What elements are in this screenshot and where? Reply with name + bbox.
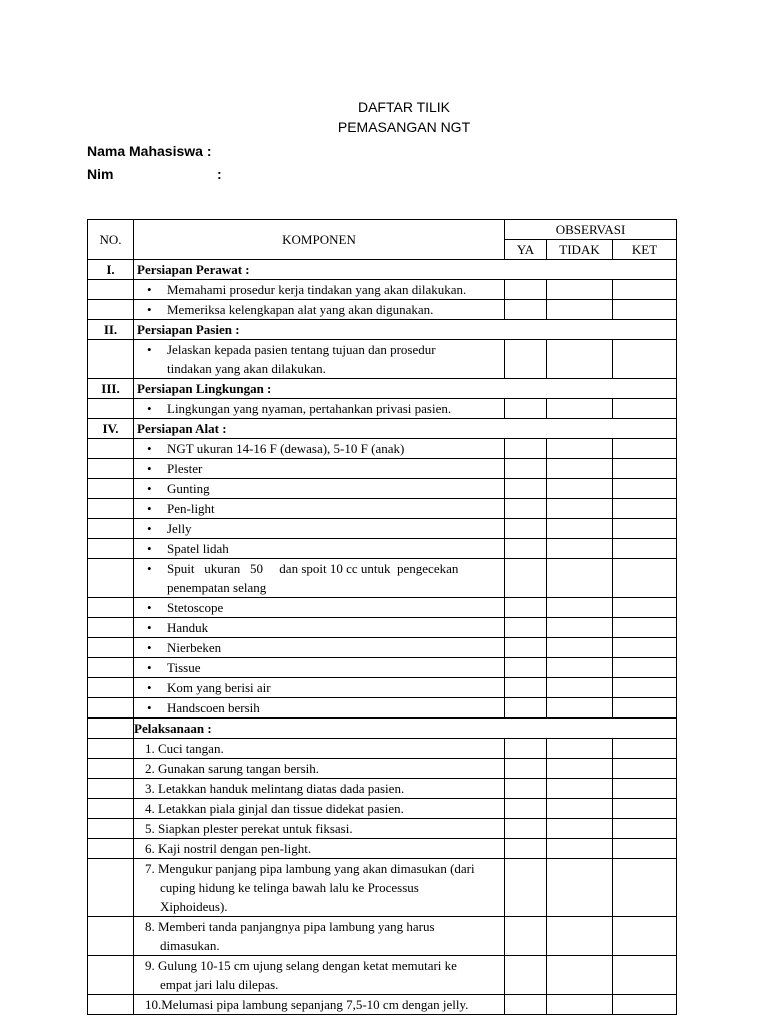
section-title: Persiapan Lingkungan : bbox=[134, 379, 677, 399]
table-row bbox=[88, 280, 677, 300]
document-subtitle: PEMASANGAN NGT bbox=[337, 119, 471, 135]
item-cell bbox=[134, 917, 505, 956]
list-item: • Gunting bbox=[137, 479, 501, 498]
table-header-row bbox=[88, 220, 677, 240]
tidak-cell[interactable] bbox=[547, 759, 613, 779]
ket-cell[interactable] bbox=[613, 539, 677, 559]
tidak-cell[interactable] bbox=[547, 300, 613, 320]
item-cell bbox=[134, 698, 505, 719]
item-cell bbox=[134, 799, 505, 819]
ket-cell[interactable] bbox=[613, 519, 677, 539]
tidak-cell[interactable] bbox=[547, 559, 613, 598]
ya-cell[interactable] bbox=[505, 799, 547, 819]
nim-colon: : bbox=[217, 166, 222, 182]
list-item: 4. Letakkan piala ginjal dan tissue didekat pasien. bbox=[145, 801, 404, 816]
section-title: Pelaksanaan : bbox=[134, 718, 677, 739]
section-row bbox=[88, 320, 677, 340]
table-row bbox=[88, 859, 677, 917]
list-item: • Handscoen bersih bbox=[137, 698, 501, 717]
tidak-cell[interactable] bbox=[547, 698, 613, 719]
ya-cell[interactable] bbox=[505, 779, 547, 799]
ya-cell[interactable] bbox=[505, 340, 547, 379]
list-item bbox=[137, 917, 501, 955]
ket-cell[interactable] bbox=[613, 280, 677, 300]
list-item: • Spatel lidah bbox=[137, 539, 501, 558]
ya-cell[interactable] bbox=[505, 839, 547, 859]
list-item-line: empat jari lalu dilepas. bbox=[160, 977, 279, 992]
ket-cell[interactable] bbox=[613, 300, 677, 320]
table-row bbox=[88, 658, 677, 678]
ya-cell[interactable] bbox=[505, 638, 547, 658]
tidak-cell[interactable] bbox=[547, 956, 613, 995]
table-row bbox=[88, 819, 677, 839]
tidak-cell[interactable] bbox=[547, 678, 613, 698]
tidak-cell[interactable] bbox=[547, 658, 613, 678]
list-item: • Memeriksa kelengkapan alat yang akan digunakan. bbox=[137, 300, 501, 319]
header-komponen: KOMPONEN bbox=[134, 220, 505, 260]
tidak-cell[interactable] bbox=[547, 839, 613, 859]
table-row bbox=[88, 698, 677, 719]
tidak-cell[interactable] bbox=[547, 399, 613, 419]
list-item: 1. Cuci tangan. bbox=[145, 741, 224, 756]
ket-cell[interactable] bbox=[613, 658, 677, 678]
list-item-line: tindakan yang akan dilakukan. bbox=[167, 361, 326, 376]
ket-cell[interactable] bbox=[613, 499, 677, 519]
item-cell bbox=[134, 678, 505, 698]
section-number: III. bbox=[88, 379, 134, 399]
ket-cell[interactable] bbox=[613, 859, 677, 917]
item-cell bbox=[134, 280, 505, 300]
ket-cell[interactable] bbox=[613, 598, 677, 618]
list-item-line: 7. Mengukur panjang pipa lambung yang akan dimasukan (dari bbox=[145, 861, 475, 876]
ket-cell[interactable] bbox=[613, 678, 677, 698]
ket-cell[interactable] bbox=[613, 819, 677, 839]
item-cell bbox=[134, 839, 505, 859]
item-cell bbox=[134, 739, 505, 759]
ya-cell[interactable] bbox=[505, 559, 547, 598]
table-row bbox=[88, 559, 677, 598]
tidak-cell[interactable] bbox=[547, 819, 613, 839]
table-row bbox=[88, 956, 677, 995]
tidak-cell[interactable] bbox=[547, 340, 613, 379]
header-observasi: OBSERVASI bbox=[505, 220, 677, 240]
list-item: • Pen-light bbox=[137, 499, 501, 518]
ket-cell[interactable] bbox=[613, 459, 677, 479]
ya-cell[interactable] bbox=[505, 539, 547, 559]
tidak-cell[interactable] bbox=[547, 779, 613, 799]
item-cell bbox=[134, 459, 505, 479]
table-row bbox=[88, 479, 677, 499]
table-row bbox=[88, 519, 677, 539]
tidak-cell[interactable] bbox=[547, 459, 613, 479]
table-row bbox=[88, 917, 677, 956]
ket-cell[interactable] bbox=[613, 399, 677, 419]
item-cell bbox=[134, 638, 505, 658]
ya-cell[interactable] bbox=[505, 759, 547, 779]
ket-cell[interactable] bbox=[613, 618, 677, 638]
table-row bbox=[88, 539, 677, 559]
list-item: • Kom yang berisi air bbox=[137, 678, 501, 697]
list-item bbox=[137, 956, 501, 994]
table-row bbox=[88, 499, 677, 519]
table-row bbox=[88, 598, 677, 618]
ya-cell[interactable] bbox=[505, 280, 547, 300]
table-row bbox=[88, 459, 677, 479]
list-item: • Plester bbox=[137, 459, 501, 478]
ya-cell[interactable] bbox=[505, 698, 547, 719]
section-title: Persiapan Pasien : bbox=[134, 320, 677, 340]
list-item-line: 9. Gulung 10-15 cm ujung selang dengan ketat memutari ke bbox=[145, 958, 457, 973]
item-cell bbox=[134, 658, 505, 678]
ket-cell[interactable] bbox=[613, 759, 677, 779]
tidak-cell[interactable] bbox=[547, 859, 613, 917]
list-item: 3. Letakkan handuk melintang diatas dada pasien. bbox=[145, 781, 405, 796]
tidak-cell[interactable] bbox=[547, 519, 613, 539]
tidak-cell[interactable] bbox=[547, 539, 613, 559]
item-cell bbox=[134, 995, 505, 1015]
item-cell bbox=[134, 439, 505, 459]
section-title: Persiapan Alat : bbox=[134, 419, 677, 439]
list-item: • Jelly bbox=[137, 519, 501, 538]
list-item-line: Jelaskan kepada pasien tentang tujuan dan prosedur bbox=[167, 342, 436, 357]
ya-cell[interactable] bbox=[505, 300, 547, 320]
list-item bbox=[137, 859, 501, 916]
student-name-label: Nama Mahasiswa : bbox=[87, 143, 212, 159]
item-cell bbox=[134, 759, 505, 779]
nim-label: Nim bbox=[87, 166, 114, 182]
document-title: DAFTAR TILIK bbox=[357, 99, 451, 115]
ket-cell[interactable] bbox=[613, 698, 677, 719]
list-item: • NGT ukuran 14-16 F (dewasa), 5-10 F (anak) bbox=[137, 439, 501, 458]
section-number: II. bbox=[88, 320, 134, 340]
ket-cell[interactable] bbox=[613, 340, 677, 379]
table-row bbox=[88, 618, 677, 638]
list-item bbox=[137, 559, 501, 597]
list-item-line: Xiphoideus). bbox=[160, 899, 228, 914]
tidak-cell[interactable] bbox=[547, 479, 613, 499]
list-item bbox=[137, 340, 501, 378]
ya-cell[interactable] bbox=[505, 658, 547, 678]
ket-cell[interactable] bbox=[613, 839, 677, 859]
tidak-cell[interactable] bbox=[547, 995, 613, 1015]
list-item: • Lingkungan yang nyaman, pertahankan privasi pasien. bbox=[137, 399, 501, 418]
list-item: • Nierbeken bbox=[137, 638, 501, 657]
ya-cell[interactable] bbox=[505, 678, 547, 698]
table-row bbox=[88, 995, 677, 1015]
item-cell bbox=[134, 399, 505, 419]
ket-cell[interactable] bbox=[613, 559, 677, 598]
table-row bbox=[88, 759, 677, 779]
list-item: 2. Gunakan sarung tangan bersih. bbox=[145, 761, 320, 776]
ya-cell[interactable] bbox=[505, 995, 547, 1015]
item-cell bbox=[134, 300, 505, 320]
section-row bbox=[88, 379, 677, 399]
ya-cell[interactable] bbox=[505, 739, 547, 759]
ya-cell[interactable] bbox=[505, 917, 547, 956]
table-row bbox=[88, 839, 677, 859]
ya-cell[interactable] bbox=[505, 459, 547, 479]
ya-cell[interactable] bbox=[505, 618, 547, 638]
item-cell bbox=[134, 956, 505, 995]
section-number: I. bbox=[88, 260, 134, 280]
table-row bbox=[88, 638, 677, 658]
ya-cell[interactable] bbox=[505, 819, 547, 839]
list-item: • Memahami prosedur kerja tindakan yang akan dilakukan. bbox=[137, 280, 501, 299]
table-row bbox=[88, 678, 677, 698]
item-cell bbox=[134, 618, 505, 638]
student-nim-field bbox=[87, 164, 222, 184]
header-no: NO. bbox=[88, 220, 134, 260]
ket-cell[interactable] bbox=[613, 638, 677, 658]
item-cell bbox=[134, 519, 505, 539]
list-item: 5. Siapkan plester perekat untuk fiksasi. bbox=[145, 821, 353, 836]
ya-cell[interactable] bbox=[505, 956, 547, 995]
header-ket: KET bbox=[613, 240, 677, 260]
ya-cell[interactable] bbox=[505, 519, 547, 539]
tidak-cell[interactable] bbox=[547, 598, 613, 618]
table-row bbox=[88, 799, 677, 819]
section-row bbox=[88, 718, 677, 739]
tidak-cell[interactable] bbox=[547, 638, 613, 658]
item-cell bbox=[134, 819, 505, 839]
section-number: IV. bbox=[88, 419, 134, 439]
list-item-line: dimasukan. bbox=[160, 938, 220, 953]
ya-cell[interactable] bbox=[505, 598, 547, 618]
table-row bbox=[88, 779, 677, 799]
ket-cell[interactable] bbox=[613, 479, 677, 499]
tidak-cell[interactable] bbox=[547, 917, 613, 956]
table-row bbox=[88, 340, 677, 379]
ket-cell[interactable] bbox=[613, 779, 677, 799]
ya-cell[interactable] bbox=[505, 439, 547, 459]
list-item: 6. Kaji nostril dengan pen-light. bbox=[145, 841, 312, 856]
item-cell bbox=[134, 559, 505, 598]
ket-cell[interactable] bbox=[613, 799, 677, 819]
item-cell bbox=[134, 598, 505, 618]
header-tidak: TIDAK bbox=[547, 240, 613, 260]
tidak-cell[interactable] bbox=[547, 499, 613, 519]
list-item-line: cuping hidung ke telinga bawah lalu ke Processus bbox=[160, 880, 419, 895]
list-item-line: penempatan selang bbox=[167, 580, 267, 595]
list-item: • Tissue bbox=[137, 658, 501, 677]
section-row bbox=[88, 419, 677, 439]
item-cell bbox=[134, 779, 505, 799]
ket-cell[interactable] bbox=[613, 995, 677, 1015]
list-item-line: Spuit ukuran 50 dan spoit 10 cc untuk pengecekan bbox=[167, 561, 459, 576]
item-cell bbox=[134, 499, 505, 519]
section-title: Persiapan Perawat : bbox=[134, 260, 677, 280]
header-ya: YA bbox=[505, 240, 547, 260]
ket-cell[interactable] bbox=[613, 956, 677, 995]
list-item-line: 8. Memberi tanda panjangnya pipa lambung yang harus bbox=[145, 919, 435, 934]
list-item: • Stetoscope bbox=[137, 598, 501, 617]
list-item: 10.Melumasi pipa lambung sepanjang 7,5-10 cm dengan jelly. bbox=[145, 997, 469, 1012]
tidak-cell[interactable] bbox=[547, 280, 613, 300]
item-cell bbox=[134, 859, 505, 917]
item-cell bbox=[134, 539, 505, 559]
checklist-table bbox=[87, 219, 677, 1015]
table-row bbox=[88, 439, 677, 459]
ket-cell[interactable] bbox=[613, 739, 677, 759]
ya-cell[interactable] bbox=[505, 399, 547, 419]
table-row bbox=[88, 739, 677, 759]
ya-cell[interactable] bbox=[505, 479, 547, 499]
table-row bbox=[88, 399, 677, 419]
ya-cell[interactable] bbox=[505, 859, 547, 917]
item-cell bbox=[134, 340, 505, 379]
item-cell bbox=[134, 479, 505, 499]
ya-cell[interactable] bbox=[505, 499, 547, 519]
tidak-cell[interactable] bbox=[547, 618, 613, 638]
section-row bbox=[88, 260, 677, 280]
tidak-cell[interactable] bbox=[547, 799, 613, 819]
ket-cell[interactable] bbox=[613, 439, 677, 459]
tidak-cell[interactable] bbox=[547, 739, 613, 759]
list-item: • Handuk bbox=[137, 618, 501, 637]
table-row bbox=[88, 300, 677, 320]
ket-cell[interactable] bbox=[613, 917, 677, 956]
tidak-cell[interactable] bbox=[547, 439, 613, 459]
